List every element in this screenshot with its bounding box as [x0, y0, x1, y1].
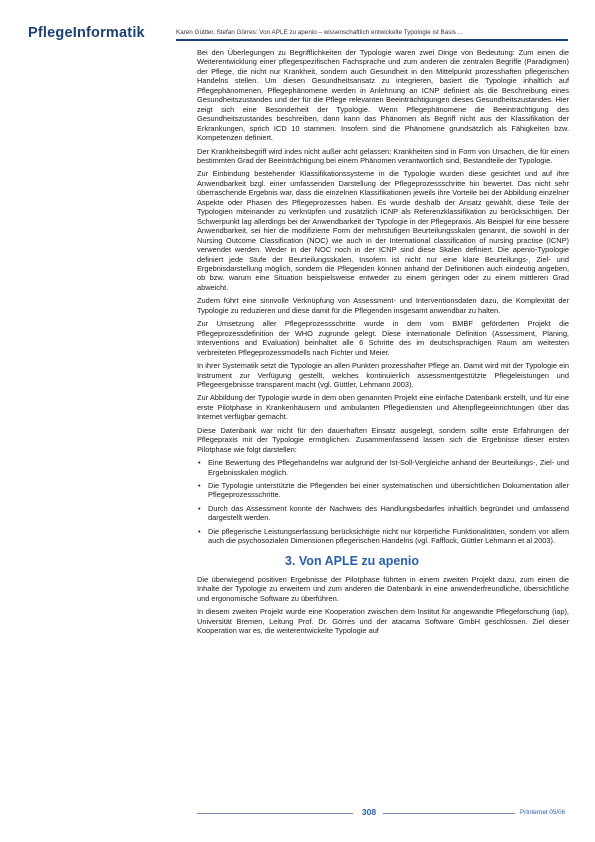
- bullet-icon: •: [198, 526, 201, 536]
- bullet-icon: •: [198, 458, 201, 468]
- page-header: [0, 0, 595, 46]
- page-number: 308: [361, 807, 377, 817]
- bullet-icon: •: [198, 503, 201, 513]
- list-item-text: Eine Bewertung des Pflegehandelns war aufgrund der Ist-Soll-Vergleiche anhand der Beurteilungs-, Ziel- und Ergebnisskalen möglich.: [208, 458, 569, 477]
- list-item: [197, 527, 569, 546]
- paragraph: In ihrer Systematik setzt die Typologie an allen Punkten prozesshafter Pflege an. Damit wird mit der Typologie ein Instrument zur Verfügung gestellt, welches kontinuierlich assessmentgestützte Pflegeleistungen und Pflegeergebnisse transparent macht (vgl. Güttler, Lehmann 2003).: [197, 361, 569, 389]
- journal-brand: PflegeInformatik: [28, 25, 145, 41]
- paragraph: Zur Umsetzung aller Pflegeprozessschritte wurde in dem vom BMBF geförderten Projekt die Pflegeprozessdefinition der WHO zugrunde gelegt. Diese internationale Definition (Assessment, Planing, Interventions and Evaluation) beinhaltet alle 6 Schritte des im deutschsprachigen Raum am weitesten verbreiteten Pflegeprozessmodells nach Fichter und Meier.: [197, 319, 569, 357]
- results-list: [197, 458, 569, 546]
- list-item-text: Die pflegerische Leistungserfassung berücksichtigte nicht nur körperliche Funktionalitäten, sondern vor allem auch die psychosozialen Dimensionen pflegerischen Handelns (vgl. Fafflock, Güttler Lehmann et al 2003).: [208, 526, 569, 546]
- paragraph: Zur Abbildung der Typologie wurde in dem oben genannten Projekt eine einfache Datenbank erstellt, und für eine erste Pilotphase in Krankenhäusern und ambulanten Pflegediensten und Altenpflegeeinrichtungen über das Internet verfügbar gemacht.: [197, 393, 569, 422]
- footer-rule-right: [383, 813, 515, 814]
- list-item-text: Durch das Assessment konnte der Nachweis des Handlungsbedarfes inhaltlich begründet und umfassend dargestellt werden.: [208, 503, 569, 523]
- paragraph: Zudem führt eine sinnvolle Verknüpfung von Assessment- und Interventionsdaten dazu, die Komplexität der Typologie zu reduzieren und diese damit für die Pflegenden insgesamt anwendbar zu halten.: [197, 296, 569, 315]
- list-item: [197, 504, 569, 523]
- paragraph: Diese Datenbank war nicht für den dauerhaften Einsatz ausgelegt, sondern sollte erste Erfahrungen der Pflegepraxis mit der Typologie ermöglichen. Zusammenfassend lassen sich die Ergebnisse dieser ersten Pilotphase wie folgt darstellen:: [197, 425, 569, 454]
- journal-issue: PrInternet 05/06: [520, 809, 566, 816]
- running-head: Karen Güttler, Stefan Görres: Von APLE zu apenio – wissenschaftlich entwickelte Typologie ist Basis ...: [176, 29, 463, 36]
- bullet-icon: •: [198, 481, 201, 491]
- list-item: [197, 458, 569, 477]
- paragraph: In diesem zweiten Projekt wurde eine Kooperation zwischen dem Institut für angewandte Pflegeforschung (iap), Universität Bremen, Leitung Prof. Dr. Görres und der atacama Software GmbH geschlossen. Ziel dieser Kooperation war es, die weiterentwickelte Typologie auf: [197, 607, 569, 636]
- header-rule: [176, 39, 568, 41]
- list-item: [197, 481, 569, 500]
- paragraph: Zur Einbindung bestehender Klassifikationssysteme in die Typologie wurden diese gesichtet und auf ihre Anwendbarkeit bzgl. einer umfassenden Darstellung der Pflegeprozessschritte hin bewertet. Das nicht sehr überraschende Ergebnis war, dass die einzelnen Klassifikationen jeweils ihre Vorteile bei der Abbildung einzelner Aspekte oder Phasen des Pflegeprozesses haben. Es wurde deshalb der Ansatz gewählt, diese Teile der Typologien miteinander zu verknüpfen und zusätzlich ICNP als Referenzklassifikation zu berücksichtigen. Der Schwerpunkt lag allerdings bei der Anwendbarkeit der Typologie in der Pflegepraxis. Als Beispiel für eine bessere Anwendbarkeit, sei hier die modifizierte Form der mehrstufigen Beurteilungsskalen genannt, die sowohl in der Nursing Outcome Classification (NOC) wie auch in der International classification of nursing practise (ICNP) verwendet werden. Weder in der NOC noch in der ICNP sind diese Skalen definiert. Die apenio-Typologie definiert jede Stufe der Beurteilungsskalen. Insofern ist nicht nur eine klare Beurteilungs-, Ziel- und Ergebnisdarstellung möglich, sondern die Pflegenden können anhand der Definitionen auch eindeutig angeben, ob bzw. warum eine Situation beispielsweise entweder zu einem geringen oder zu einem mittleren Grad abweicht.: [197, 169, 569, 292]
- paragraph: Die überwiegend positiven Ergebnisse der Pilotphase führten in einem zweiten Projekt dazu, zum einen die Inhalte der Typologie zu erweitern und zum anderen die Datenbank in eine anwenderfreundliche, übersichtliche und ergonomische Software zu überführen.: [197, 574, 569, 603]
- footer-rule-left: [197, 813, 353, 814]
- article-body: [197, 48, 569, 639]
- list-item-text: Die Typologie unterstützte die Pflegenden bei einer systematischen und übersichtlichen Dokumentation aller Pflegeprozessschritte.: [208, 481, 569, 500]
- section-heading: 3. Von APLE zu apenio: [285, 553, 420, 568]
- paragraph: Der Krankheitsbegriff wird indes nicht außer acht gelassen: Krankheiten sind in Form von Ursachen, die für einen bestimmten Grad der Beeinträchtigung bei einem Phänomen verantwortlich sind, Bestandteile der Typologie.: [197, 146, 569, 165]
- paragraph: Bei den Überlegungen zu Begrifflichkeiten der Typologie waren zwei Dinge von Bedeutung: Zum einen die Weiterentwicklung einer pflegespezifischen Fachsprache und zum anderen die zentralen Begriffe (Paradigmen) der Pflege, die nicht nur Krankheit, sondern auch Gesundheit in den Mittelpunkt prozesshaften pflegerischen Handelns stellen. Um diesen Gesundheitsansatz zu integrieren, basiert die Typologie inhaltlich auf Pflegephänomenen. Pflegephänomene werden in Anlehnung an ICNP definiert als die Beschreibung eines Gesundheitszustandes und der für die Pflege relevanten Beeinträchtigungen dieses Gesundheitszustandes. Hier zeigt sich eine Besonderheit der Typologie. Wenn Pflegephänomene die Beeinträchtigung des Gesundheitszustandes beschreiben, dann kann das Phänomen als Begriff nicht aus der Klassifikation der Erkrankungen, sprich ICD 10 stammen. Insofern sind die Phänomene grundsätzlich als Fähigkeiten bzw. Kompetenzen definiert.: [197, 48, 569, 143]
- page-footer: [0, 806, 595, 826]
